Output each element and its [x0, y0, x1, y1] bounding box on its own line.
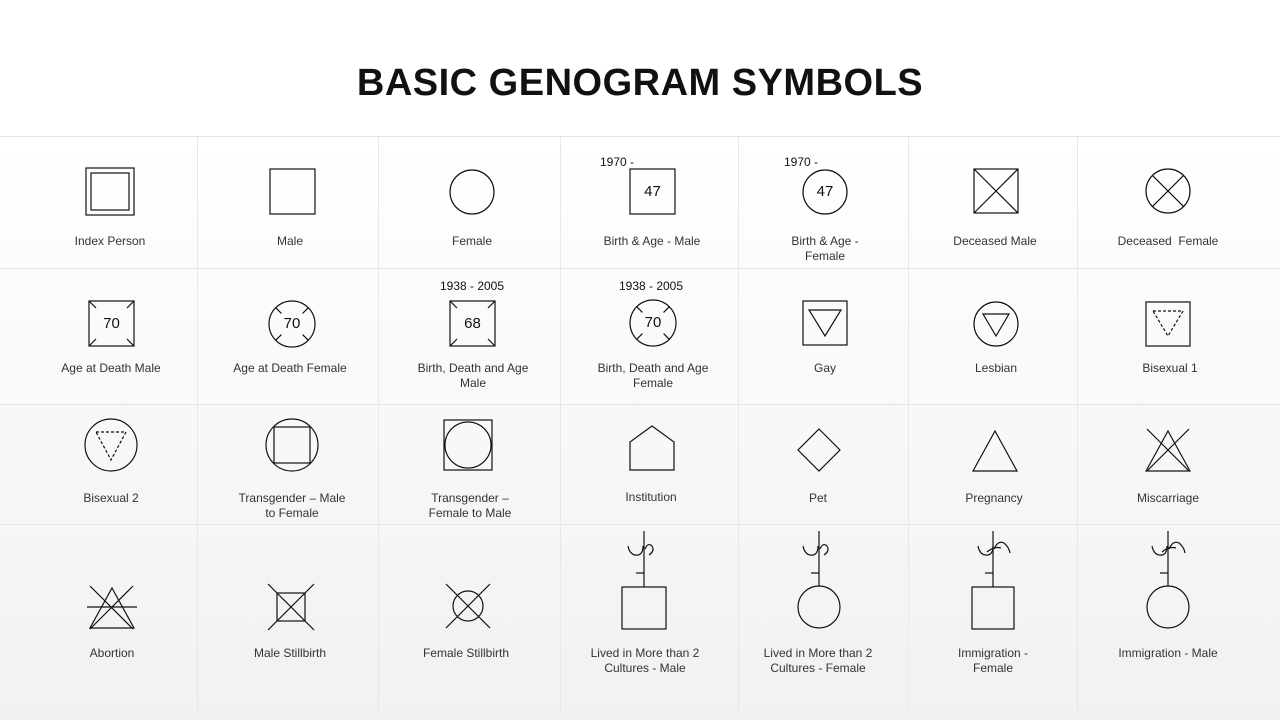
miscarriage-label: Miscarriage [1136, 491, 1199, 505]
cultures-female-label-line2: Cultures - Female [770, 661, 866, 675]
bisexual-1-symbol [1146, 302, 1190, 346]
trans-ftm-label-line1: Transgender – [431, 491, 509, 505]
gay-symbol [803, 301, 847, 345]
age-death-male-age: 70 [103, 315, 120, 332]
deceased-female-symbol [1146, 169, 1190, 213]
birth-age-female-year: 1970 - [784, 155, 819, 169]
bda-female-label-line2: Female [632, 376, 673, 390]
female-symbol [450, 170, 494, 214]
deceased-male-label: Deceased Male [953, 234, 1037, 248]
institution-label: Institution [625, 490, 677, 504]
trans-ftm-label-line2: Female to Male [428, 506, 512, 520]
trans-mtf-label-line1: Transgender – Male [238, 491, 346, 505]
birth-age-female-label-line1: Birth & Age - [791, 234, 859, 248]
bisexual-2-label: Bisexual 2 [83, 491, 139, 505]
immigration-female-symbol [972, 531, 1014, 629]
gay-label: Gay [813, 361, 836, 375]
cultures-female-label-line1: Lived in More than 2 [763, 646, 873, 660]
trans-ftm-symbol [444, 420, 492, 470]
age-death-female-age: 70 [283, 315, 301, 332]
pregnancy-label: Pregnancy [965, 491, 1023, 505]
female-label: Female [451, 234, 492, 248]
index-person-symbol [86, 168, 134, 215]
abortion-label: Abortion [89, 646, 135, 660]
immigration-male-symbol [1147, 531, 1189, 628]
birth-age-male-age: 47 [644, 183, 661, 200]
abortion-symbol [87, 586, 137, 629]
pregnancy-symbol [973, 431, 1017, 471]
immigration-female-label-line1: Immigration - [957, 646, 1028, 660]
birth-age-female-age: 47 [816, 183, 834, 200]
bda-female-label-line1: Birth, Death and Age [597, 361, 709, 375]
birth-age-male-year: 1970 - [600, 155, 635, 169]
page-title: BASIC GENOGRAM SYMBOLS [356, 62, 924, 104]
deceased-female-label: Deceased Female [1117, 234, 1219, 248]
bda-male-age: 68 [464, 315, 481, 332]
male-stillbirth-label: Male Stillbirth [253, 646, 327, 660]
age-death-male-label: Age at Death Male [61, 361, 161, 375]
bda-male-label-line1: Birth, Death and Age [417, 361, 529, 375]
bda-female-age: 70 [644, 314, 662, 331]
immigration-male-label: Immigration - Male [1118, 646, 1218, 660]
trans-mtf-symbol [266, 419, 318, 471]
pet-label: Pet [808, 491, 827, 505]
male-symbol [270, 169, 315, 214]
age-death-female-label: Age at Death Female [233, 361, 347, 375]
bisexual-1-label: Bisexual 1 [1142, 361, 1198, 375]
male-stillbirth-symbol [268, 584, 314, 630]
institution-symbol [630, 426, 674, 470]
pet-symbol [798, 429, 840, 471]
index-person-label: Index Person [74, 234, 146, 248]
bda-male-label-line2: Male [459, 376, 486, 390]
bda-male-years: 1938 - 2005 [439, 279, 505, 293]
deceased-male-symbol [974, 169, 1018, 213]
cultures-female-symbol [798, 531, 840, 628]
female-stillbirth-label: Female Stillbirth [422, 646, 510, 660]
miscarriage-symbol [1146, 429, 1190, 471]
cultures-male-label-line2: Cultures - Male [604, 661, 686, 675]
female-stillbirth-symbol [446, 584, 490, 628]
lesbian-label: Lesbian [974, 361, 1018, 375]
birth-age-female-label-line2: Female [804, 249, 845, 263]
cultures-male-label-line1: Lived in More than 2 [590, 646, 700, 660]
birth-age-male-label: Birth & Age - Male [603, 234, 701, 248]
bda-female-years: 1938 - 2005 [618, 279, 684, 293]
male-label: Male [276, 234, 303, 248]
cultures-male-symbol [622, 531, 666, 629]
bisexual-2-symbol [85, 419, 137, 471]
lesbian-symbol [974, 302, 1018, 346]
trans-mtf-label-line2: to Female [265, 506, 319, 520]
immigration-female-label-line2: Female [972, 661, 1013, 675]
